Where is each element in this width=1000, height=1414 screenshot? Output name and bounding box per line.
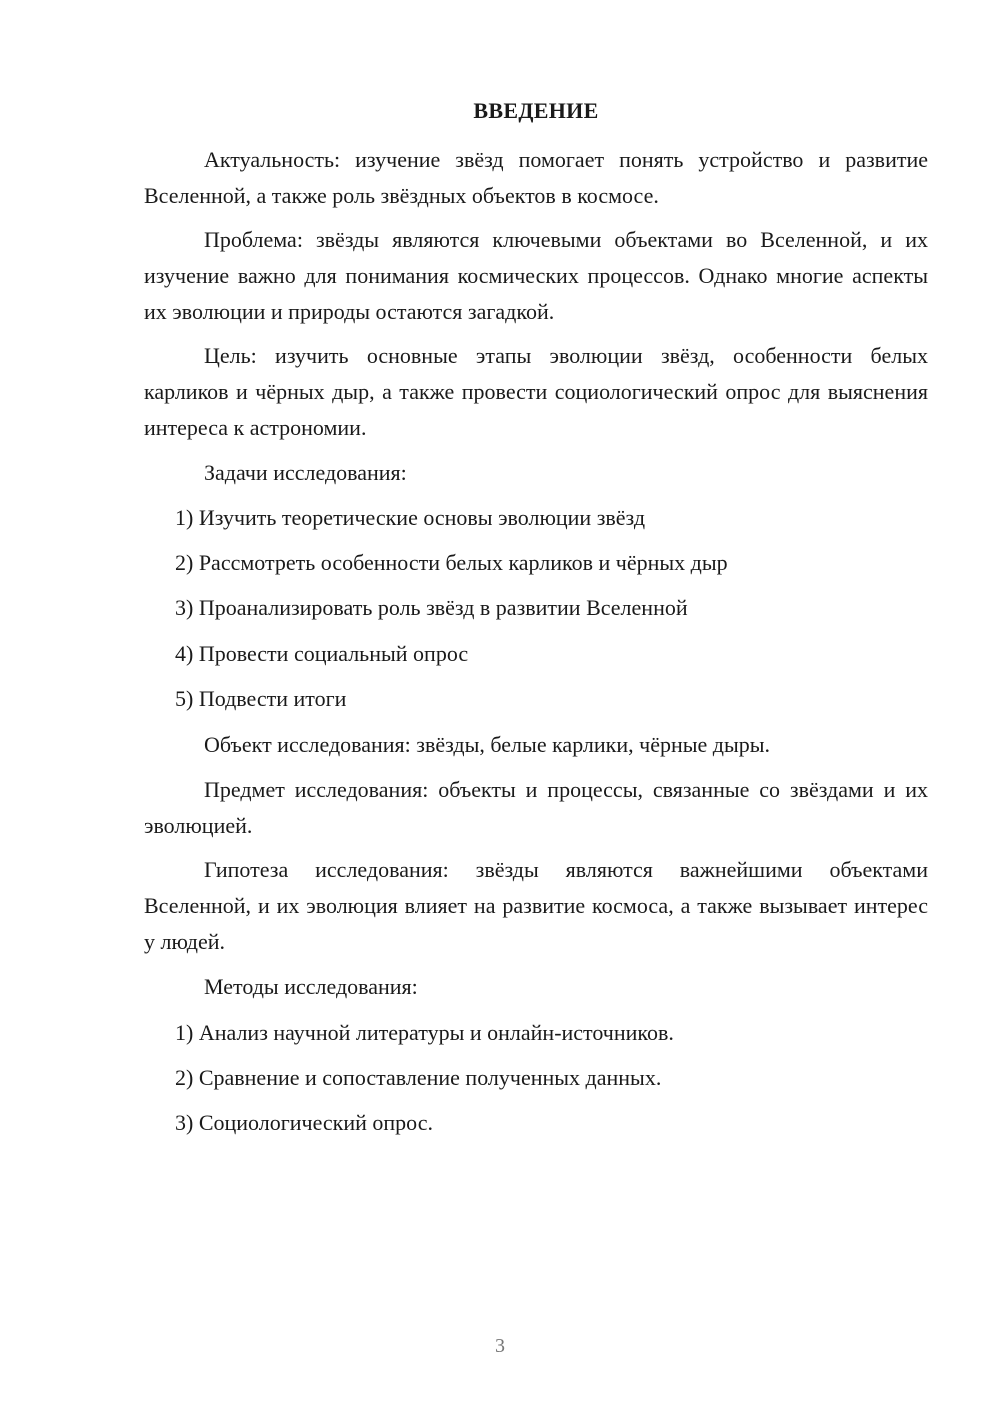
problem-paragraph: Проблема: звёзды являются ключевыми объектами во Вселенной, и их изучение важно для понимания космических процессов. Однако многие аспекты их эволюции и природы остаются загадкой. [144,227,928,324]
object-paragraph: Объект исследования: звёзды, белые карлики, чёрные дыры. [204,732,771,757]
task-item-1: 1) Изучить теоретические основы эволюции звёзд [175,505,646,530]
subject-paragraph: Предмет исследования: объекты и процессы, связанные со звёздами и их эволюцией. [144,777,928,838]
method-item-2: 2) Сравнение и сопоставление полученных данных. [175,1065,662,1090]
task-item-3: 3) Проанализировать роль звёзд в развитии Вселенной [175,595,688,620]
hypothesis-paragraph: Гипотеза исследования: звёзды являются важнейшими объектами Вселенной, и их эволюция влияет на развитие космоса, а также вызывает интерес у людей. [144,857,928,954]
methods-heading: Методы исследования: [204,974,418,999]
section-heading: ВВЕДЕНИЕ [473,98,599,123]
tasks-heading: Задачи исследования: [204,460,407,485]
task-item-2: 2) Рассмотреть особенности белых карликов и чёрных дыр [175,550,728,575]
goal-paragraph: Цель: изучить основные этапы эволюции звёзд, особенности белых карликов и чёрных дыр, а также провести социологический опрос для выяснения интереса к астрономии. [144,343,928,440]
method-item-3: 3) Социологический опрос. [175,1110,433,1135]
task-item-4: 4) Провести социальный опрос [175,641,469,666]
task-item-5: 5) Подвести итоги [175,686,347,711]
relevance-paragraph: Актуальность: изучение звёзд помогает понять устройство и развитие Вселенной, а также роль звёздных объектов в космосе. [144,147,928,208]
method-item-1: 1) Анализ научной литературы и онлайн-источников. [175,1020,674,1045]
page-number: 3 [495,1335,505,1357]
